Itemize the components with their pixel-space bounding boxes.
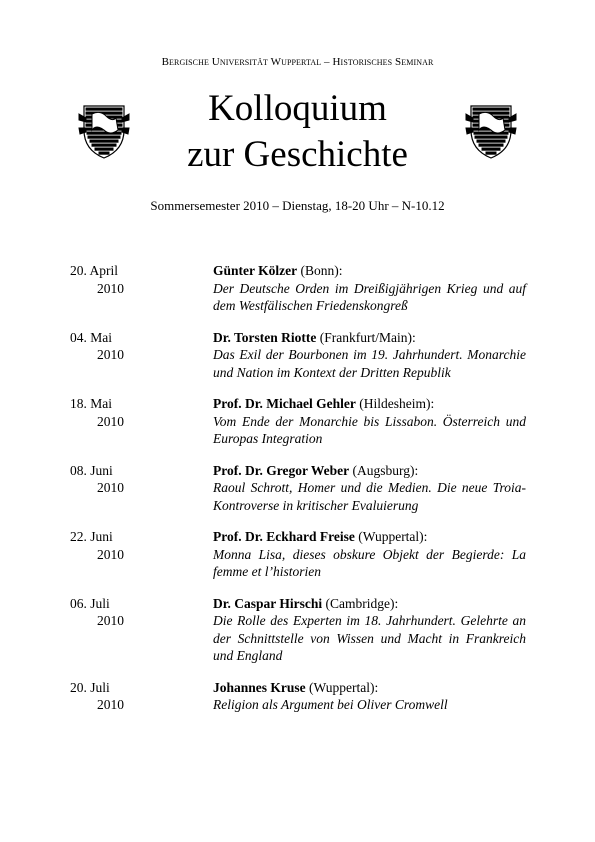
event-date — [70, 462, 213, 515]
event-info — [213, 395, 526, 448]
event-day: 20. Juli — [70, 679, 110, 695]
talk-title: Monna Lisa, dieses obskure Objekt der Begierde: La femme et l’historien — [213, 546, 526, 579]
speaker-name: Prof. Dr. Michael Gehler — [213, 396, 356, 411]
event-year: 2010 — [97, 413, 124, 429]
speaker-name: Prof. Dr. Gregor Weber — [213, 462, 350, 478]
event-info — [213, 262, 526, 315]
semester-info: Sommersemester 2010 – Dienstag, 18-20 Uhr – N-10.12 — [150, 198, 445, 213]
title-line-1: Kolloquium — [208, 88, 387, 129]
event-date — [70, 395, 213, 448]
speaker-name: Günter Kölzer — [213, 263, 298, 278]
speaker-name: Dr. Caspar Hirschi — [213, 595, 323, 611]
speaker-affiliation: (Augsburg): — [352, 462, 419, 478]
speaker-affiliation: (Wuppertal): — [358, 529, 428, 544]
talk-title: Raoul Schrott, Homer und die Medien. Die neue Troia-Kontroverse in kritischer Evaluierung — [213, 480, 526, 513]
event-item — [70, 528, 526, 581]
event-item — [70, 595, 526, 665]
speaker-name: Dr. Torsten Riotte — [213, 329, 317, 345]
event-day: 20. April — [70, 263, 119, 278]
event-item — [70, 262, 526, 315]
event-day: 06. Juli — [70, 595, 110, 611]
speaker-name: Johannes Kruse — [213, 679, 306, 695]
event-year: 2010 — [97, 613, 124, 628]
event-date — [70, 329, 213, 382]
event-year: 2010 — [97, 280, 124, 296]
event-list — [70, 262, 526, 714]
title-line-2: zur Geschichte — [187, 134, 408, 175]
event-day: 08. Juni — [70, 462, 113, 478]
event-day: 18. Mai — [70, 396, 112, 411]
event-day: 22. Juni — [70, 529, 113, 544]
event-info — [213, 329, 526, 382]
talk-title: Die Rolle des Experten im 18. Jahrhundert. Gelehrte an der Schnittstelle von Wissen und Macht in Frankreich und England — [213, 613, 526, 663]
speaker-affiliation: (Hildesheim): — [359, 396, 435, 411]
event-year: 2010 — [97, 480, 124, 495]
event-date — [70, 679, 213, 714]
heraldic-shield-icon — [465, 100, 517, 162]
event-info — [213, 679, 526, 714]
event-item — [70, 329, 526, 382]
event-date — [70, 528, 213, 581]
event-item — [70, 462, 526, 515]
speaker-affiliation: (Cambridge): — [325, 595, 399, 611]
talk-title: Das Exil der Bourbonen im 19. Jahrhundert. Monarchie und Nation im Kontext der Dritten Republik — [213, 347, 526, 380]
speaker-affiliation: (Frankfurt/Main): — [319, 329, 416, 345]
event-year: 2010 — [97, 347, 124, 362]
institution-line: Bergische Universität Wuppertal – Historisches Seminar — [161, 56, 434, 68]
speaker-name: Prof. Dr. Eckhard Freise — [213, 529, 355, 544]
event-day: 04. Mai — [70, 329, 112, 345]
event-item — [70, 679, 526, 714]
speaker-affiliation: (Bonn): — [300, 263, 343, 278]
event-item — [70, 395, 526, 448]
event-year: 2010 — [97, 697, 124, 712]
event-info — [213, 462, 526, 515]
event-info — [213, 595, 526, 665]
talk-title: Religion als Argument bei Oliver Cromwell — [213, 697, 448, 712]
event-info — [213, 528, 526, 581]
talk-title: Vom Ende der Monarchie bis Lissabon. Österreich und Europas Integration — [213, 413, 526, 446]
talk-title: Der Deutsche Orden im Dreißigjährigen Krieg und auf dem Westfälischen Friedenskongreß — [213, 280, 526, 313]
event-date — [70, 595, 213, 665]
event-date — [70, 262, 213, 315]
event-year: 2010 — [97, 546, 124, 562]
speaker-affiliation: (Wuppertal): — [309, 679, 379, 695]
